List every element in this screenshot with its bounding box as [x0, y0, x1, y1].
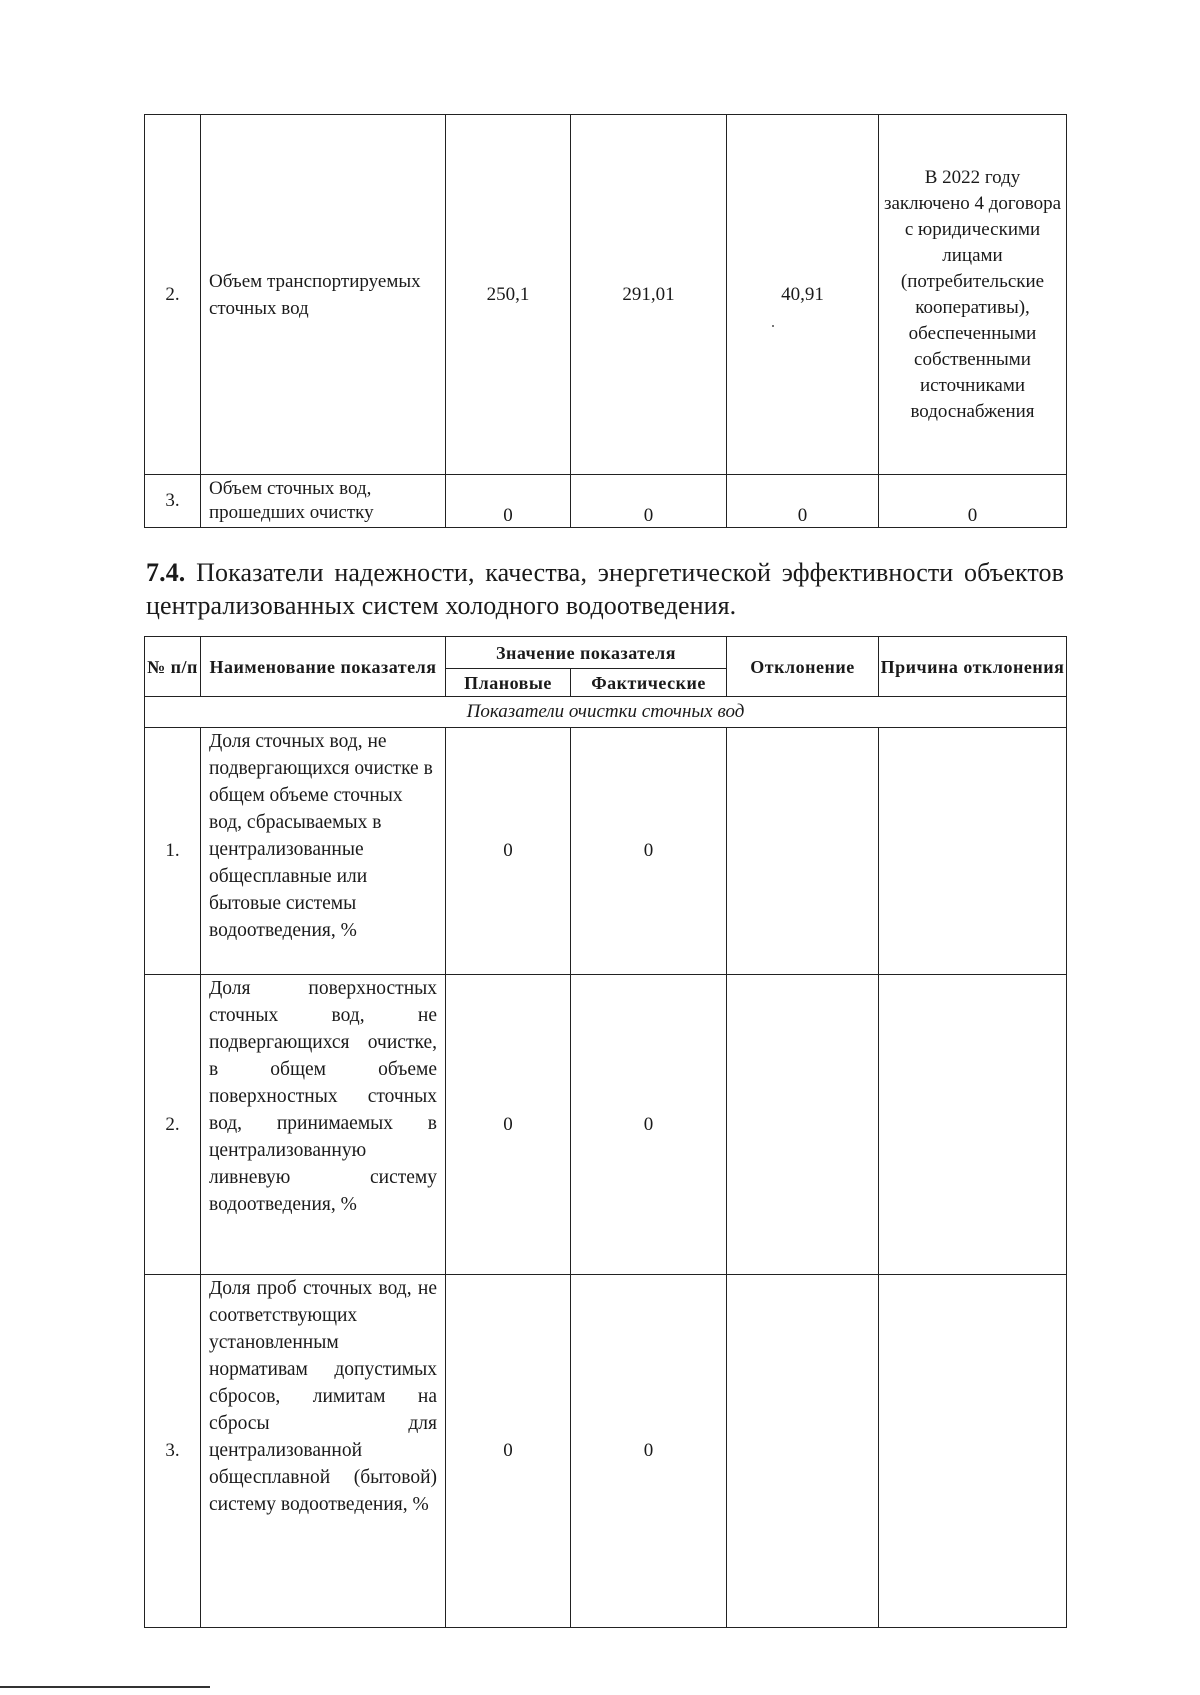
deviation-reason: В 2022 году заключено 4 договора с юридическими лицами (потребительские кооперативы), обеспеченными собственными источниками водоснабжения	[879, 115, 1067, 475]
footnote-rule	[0, 1686, 210, 1688]
deviation-value: 40,91	[727, 115, 879, 475]
table-row	[145, 1275, 1067, 1628]
group-row	[145, 697, 1067, 728]
table-row	[145, 475, 1067, 528]
header-indicator-name: Наименование показателя	[201, 637, 446, 697]
header-deviation: Отклонение	[727, 637, 879, 697]
deviation-value	[727, 975, 879, 1275]
section-number: 7.4.	[146, 558, 186, 587]
indicator-name: Доля сточных вод, не подвергающихся очистке в общем объеме сточных вод, сбрасываемых в централизованные общесплавные или бытовые системы водоотведения, %	[201, 728, 446, 975]
plan-value: 0	[446, 1275, 571, 1628]
indicator-name: Объем сточных вод, прошедших очистку	[201, 475, 446, 528]
deviation-value: 0	[727, 475, 879, 528]
header-deviation-reason: Причина отклонения	[879, 637, 1067, 697]
header-number: № п/п	[145, 637, 201, 697]
deviation-value	[727, 1275, 879, 1628]
table-row	[145, 728, 1067, 975]
group-title: Показатели очистки сточных вод	[145, 697, 1067, 728]
deviation-reason	[879, 728, 1067, 975]
row-number: 1.	[145, 728, 201, 975]
section-heading	[146, 556, 1064, 622]
header-indicator-value: Значение показателя	[446, 637, 727, 669]
indicator-name: Доля поверхностных сточных вод, не подвергающихся очистке, в общем объеме поверхностных сточных вод, принимаемых в централизованную ливневую систему водоотведения, %	[201, 975, 446, 1275]
deviation-reason: 0	[879, 475, 1067, 528]
deviation-reason	[879, 1275, 1067, 1628]
fact-value: 0	[571, 475, 727, 528]
deviation-reason	[879, 975, 1067, 1275]
row-number: 2.	[145, 115, 201, 475]
plan-value: 0	[446, 975, 571, 1275]
fact-value: 291,01	[571, 115, 727, 475]
section-title: Показатели надежности, качества, энергетической эффективности объектов централизованных систем холодного водоотведения.	[146, 558, 1064, 620]
row-number: 2.	[145, 975, 201, 1275]
fact-value: 0	[571, 728, 727, 975]
plan-value: 250,1	[446, 115, 571, 475]
table-row	[145, 975, 1067, 1275]
plan-value: 0	[446, 728, 571, 975]
header-plan: Плановые	[446, 669, 571, 697]
fact-value: 0	[571, 1275, 727, 1628]
transport-volume-table	[144, 114, 1067, 528]
table-row	[145, 115, 1067, 475]
row-number: 3.	[145, 1275, 201, 1628]
fact-value: 0	[571, 975, 727, 1275]
indicator-name: Объем транспортируемых сточных вод	[201, 115, 446, 475]
header-row	[145, 637, 1067, 669]
indicator-name: Доля проб сточных вод, не соответствующих установленным нормативам допустимых сбросов, лимитам на сбросы для централизованной общесплавной (бытовой) систему водоотведения, %	[201, 1275, 446, 1628]
deviation-value	[727, 728, 879, 975]
header-fact: Фактические	[571, 669, 727, 697]
plan-value: 0	[446, 475, 571, 528]
row-number: 3.	[145, 475, 201, 528]
scan-speck	[772, 325, 774, 327]
wastewater-indicators-table	[144, 636, 1067, 1628]
